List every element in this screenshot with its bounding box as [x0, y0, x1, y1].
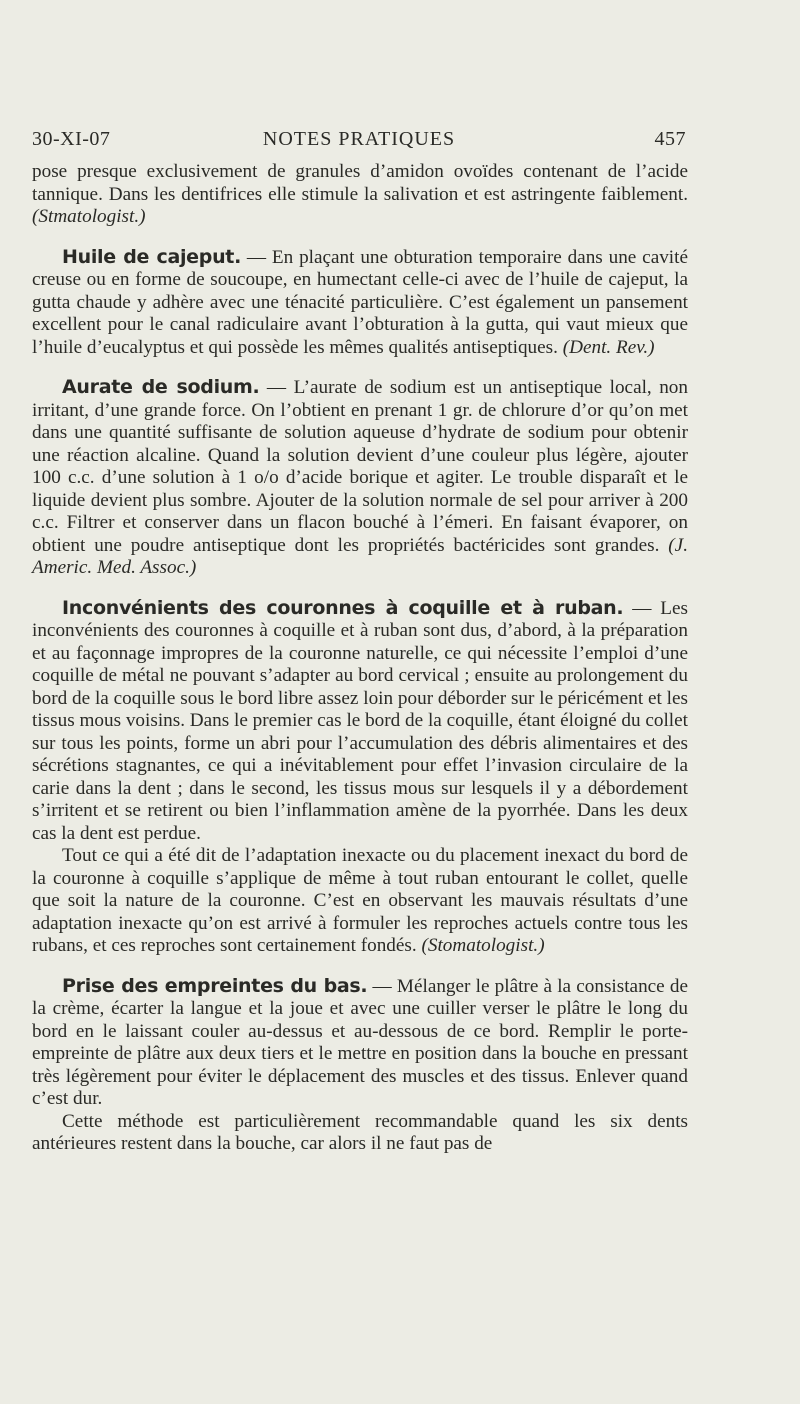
section-empreintes-continuation [32, 1111, 688, 1156]
body-text [32, 161, 688, 1156]
section-heading: Aurate de sodium. [62, 376, 260, 398]
section-cajeput [32, 246, 688, 360]
section-heading: Huile de cajeput. [62, 245, 241, 268]
section-text: — L’aurate de sodium est un antiseptique local, non irritant, d’une grande force. On l’obtient en prenant 1 gr. de chlorure d’or qu’on met dans une quantité suffisante de solution aqueuse d’hydrate de sodium pour obtenir une réaction alcaline. Quand la solution devient d’une couleur plus légère, ajouter 100 c.c. d’une solution à 1 o/o d’acide borique et agiter. Le trouble disparaît et le liquide devient plus sombre. Ajouter de la solution normale de sel pour arriver à 200 c.c. Filtrer et conserver dans un flacon bouché à l’émeri. En faisant évaporer, on obtient une poudre antiseptique dont les propriétés bactéricides sont grandes. [32, 377, 688, 556]
section-text: — En plaçant une obturation temporaire dans une cavité creuse ou en forme de soucoupe, en humectant celle-ci avec de l’huile de cajeput, la gutta chaude y adhère avec une ténacité particulière. C’est également un pansement excellent pour le canal radiculaire avant l’obturation à la gutta, qui vaut mieux que l’huile d’eucalyptus et qui possède les mêmes qualités antiseptiques. [32, 246, 688, 358]
running-head [32, 128, 686, 156]
continuation-text: Cette méthode est particulièrement recommandable quand les six dents antérieures restent dans la bouche, car alors il ne faut pas de [32, 1110, 688, 1154]
page-number: 457 [654, 128, 686, 150]
section-empreintes [32, 975, 688, 1111]
section-couronnes-continuation [32, 845, 688, 958]
continuation-source: (Stomatologist.) [421, 935, 545, 956]
intro-paragraph [32, 161, 688, 229]
section-heading: Inconvénients des couronnes à coquille et à ruban. [62, 596, 624, 619]
section-aurate [32, 376, 688, 580]
continuation-text: Tout ce qui a été dit de l’adaptation inexacte ou du placement inexact du bord de la couronne à coquille s’applique de même à tout ruban entourant le collet, quelle que soit la nature de la couronne. C’est en observant les mauvais résultats d’une adaptation inexacte qu’on est arrivé à formuler les reproches actuels contre tous les rubans, et ces reproches sont certainement fondés. [32, 845, 688, 956]
running-head-date: 30-XI-07 [32, 128, 111, 150]
running-head-title: NOTES PRATIQUES [262, 128, 456, 150]
section-source: (Dent. Rev.) [562, 336, 655, 358]
intro-source: (Stmatologist.) [32, 206, 146, 227]
section-couronnes [32, 597, 688, 846]
intro-text: pose presque exclusivement de granules d’amidon ovoïdes contenant de l’acide tannique. Dans les dentifrices elle stimule la salivation et est astringente faiblement. [32, 161, 688, 205]
section-text: — Mélanger le plâtre à la consistance de la crème, écarter la langue et la joue et avec une cuiller verser le plâtre le long du bord en le laissant couler au-dessus et au-dessous de ce bord. Remplir le porte-empreinte de plâtre aux deux tiers et le mettre en position dans la bouche en pressant très légèrement pour éviter le déplacement des muscles et des tissus. Enlever quand c’est dur. [32, 975, 688, 1109]
section-text: — Les inconvénients des couronnes à coquille et à ruban sont dus, d’abord, à la préparation et au façonnage impropres de la couronne naturelle, ce qui nécessite l’emploi d’une coquille de métal ne pouvant s’adapter au bord cervical ; ensuite au prolongement du bord de la coquille sous le bord libre assez loin pour déborder sur le péricément et les tissus mous voisins. Dans le premier cas le bord de la coquille, étant éloigné du collet sur tous les points, forme un abri pour l’accumulation des débris alimentaires et des sécrétions stagnantes, ce qui a inévitablement pour effet l’invasion circulaire de la carie dans la dent ; dans le second, les tissus mous sur lesquels il y a débordement s’irritent et se retirent ou bien l’inflammation amène de la pyorrhée. Dans les deux cas la dent est perdue. [32, 597, 688, 844]
section-source: (J. Americ. Med. Assoc.) [32, 534, 688, 578]
section-heading: Prise des empreintes du bas. [62, 974, 368, 997]
